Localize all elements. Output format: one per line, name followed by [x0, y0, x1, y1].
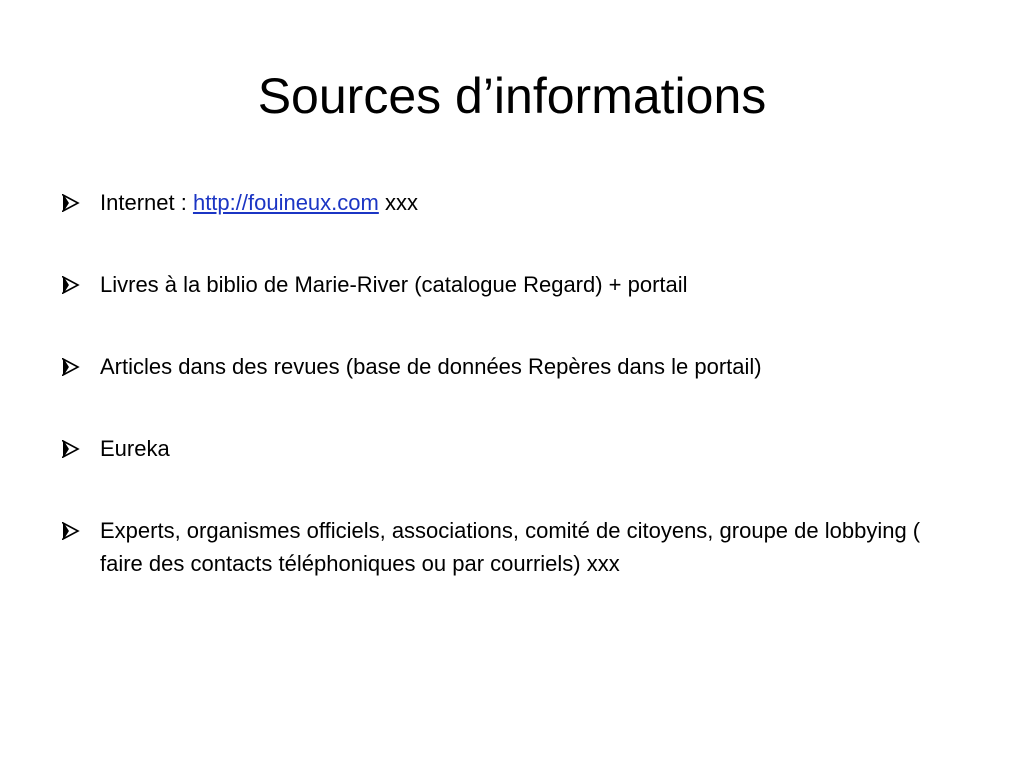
- bullet-item-internet: [60, 186, 960, 219]
- bullet-text: Livres à la biblio de Marie-River (catalogue Regard) + portail: [100, 272, 688, 297]
- arrowhead-bullet-icon: [60, 268, 82, 301]
- bullet-list: [60, 186, 960, 629]
- arrowhead-bullet-icon: [60, 432, 82, 465]
- bullet-text: Articles dans des revues (base de données Repères dans le portail): [100, 354, 762, 379]
- bullet-text: Experts, organismes officiels, associations, comité de citoyens, groupe de lobbying ( faire des contacts téléphoniques ou par courriels) xxx: [100, 518, 921, 576]
- bullet-item-articles: [60, 350, 960, 383]
- fouineux-link[interactable]: http://fouineux.com: [192, 190, 379, 215]
- bullet-item-eureka: [60, 432, 960, 465]
- arrowhead-bullet-icon: [60, 186, 82, 219]
- bullet-text: Eureka: [100, 436, 170, 461]
- bullet-prefix: Internet :: [100, 190, 193, 215]
- arrowhead-bullet-icon: [60, 350, 82, 383]
- slide-title: Sources d’informations: [257, 68, 767, 124]
- bullet-item-experts: [60, 514, 960, 580]
- bullet-suffix: xxx: [378, 190, 418, 215]
- arrowhead-bullet-icon: [60, 514, 82, 547]
- bullet-item-livres: [60, 268, 960, 301]
